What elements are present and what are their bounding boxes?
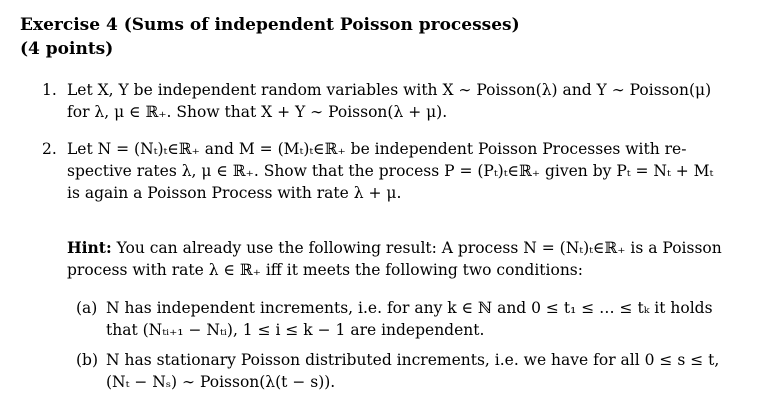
- hint-line-1: [67, 238, 722, 258]
- condition-a-line-1: N has independent increments, i.e. for any k ∈ ℕ and 0 ≤ t₁ ≤ … ≤ tₖ it holds: [106, 299, 713, 317]
- item-1-line-1: Let X, Y be independent random variables with X ∼ Poisson(λ) and Y ∼ Poisson(μ): [67, 81, 712, 99]
- exercise-title-line1: Exercise 4 (Sums of independent Poisson processes): [20, 15, 520, 35]
- exercise-title: [20, 13, 520, 61]
- item-2-line-1: Let N = (Nₜ)ₜ∈ℝ₊ and M = (Mₜ)ₜ∈ℝ₊ be independent Poisson Processes with re-: [67, 140, 687, 158]
- hint-line-1-text: You can already use the following result: A process N = (Nₜ)ₜ∈ℝ₊ is a Poisson: [111, 239, 722, 257]
- hint-label: Hint:: [67, 238, 112, 257]
- item-2-line-3: is again a Poisson Process with rate λ + μ.: [67, 184, 402, 202]
- condition-b-marker: (b): [76, 351, 99, 369]
- item-2-line-2: spective rates λ, μ ∈ ℝ₊. Show that the process P = (Pₜ)ₜ∈ℝ₊ given by Pₜ = Nₜ + Mₜ: [67, 162, 714, 180]
- condition-a-marker: (a): [76, 299, 98, 317]
- condition-b-line-1: N has stationary Poisson distributed increments, i.e. we have for all 0 ≤ s ≤ t,: [106, 351, 720, 369]
- condition-b-line-2: (Nₜ − Nₛ) ∼ Poisson(λ(t − s)).: [106, 373, 336, 391]
- hint-line-2: process with rate λ ∈ ℝ₊ iff it meets the following two conditions:: [67, 261, 583, 279]
- item-1-line-2: for λ, μ ∈ ℝ₊. Show that X + Y ∼ Poisson(λ + μ).: [67, 103, 448, 121]
- item-2-number: 2.: [42, 140, 57, 158]
- condition-a-line-2: that (Nₜᵢ₊₁ − Nₜᵢ), 1 ≤ i ≤ k − 1 are independent.: [106, 321, 485, 339]
- item-1-number: 1.: [42, 81, 57, 99]
- exercise-points: (4 points): [20, 39, 114, 59]
